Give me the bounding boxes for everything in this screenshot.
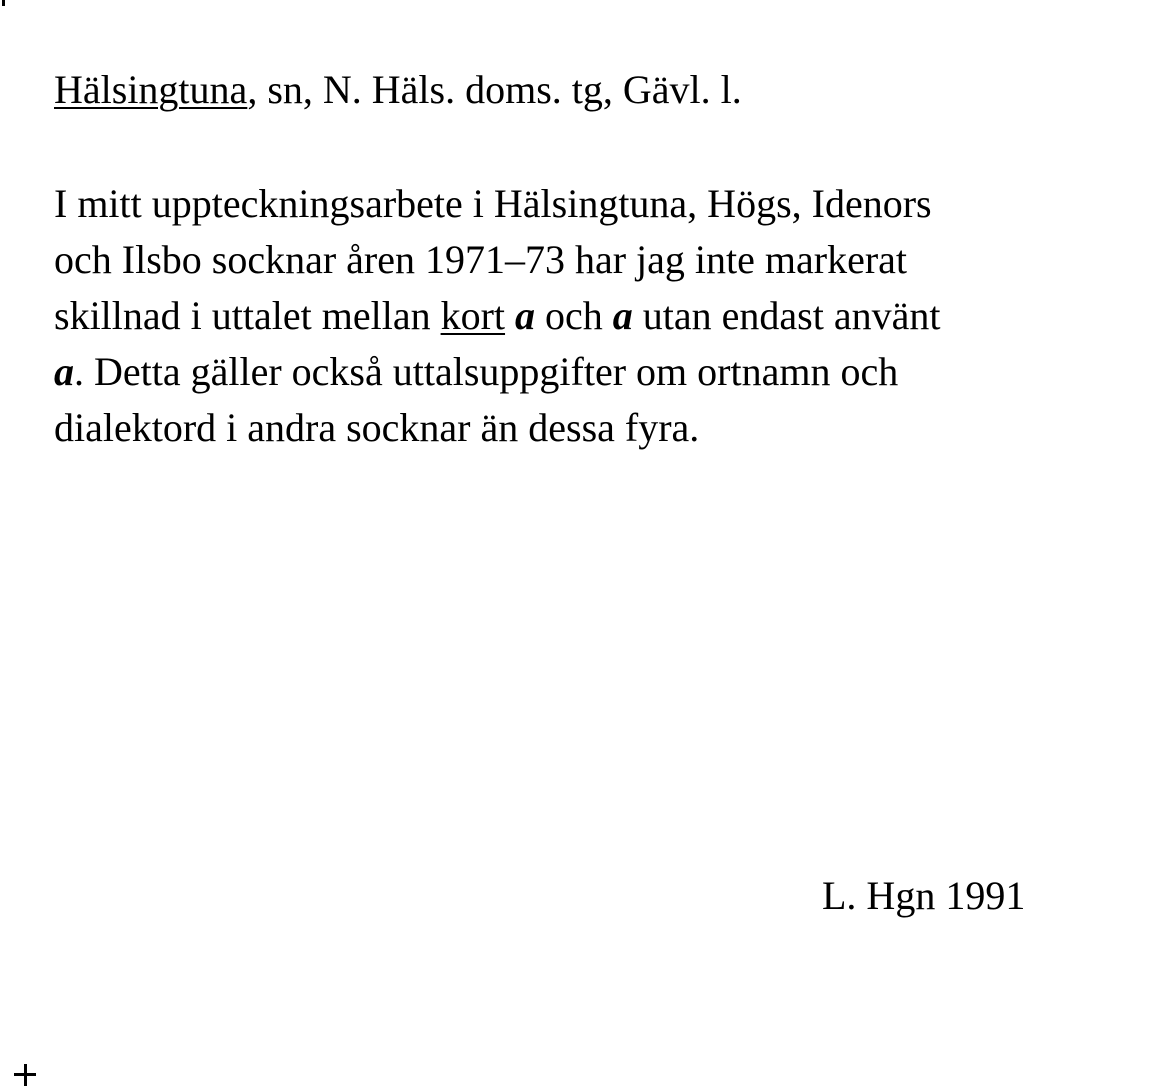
body-line-5: dialektord i andra socknar än dessa fyra. bbox=[54, 405, 700, 450]
body-line-1: I mitt uppteckningsarbete i Hälsingtuna, Högs, Idenors bbox=[54, 181, 932, 226]
kort-word: kort bbox=[440, 293, 506, 338]
card-body bbox=[54, 176, 1154, 456]
signature: L. Hgn 1991 bbox=[822, 873, 1026, 918]
place-name: Hälsingtuna bbox=[54, 67, 248, 112]
card-heading bbox=[54, 66, 742, 114]
body-line-3-start: skillnad i uttalet mellan bbox=[54, 293, 441, 338]
body-line-3 bbox=[54, 288, 1154, 344]
phonetic-a-symbol-2: a bbox=[612, 293, 633, 338]
registration-mark bbox=[14, 1060, 40, 1086]
phonetic-a-symbol-1: a bbox=[515, 293, 536, 338]
body-line-3-end: utan endast använt bbox=[632, 293, 941, 338]
scan-mark-top bbox=[2, 0, 5, 6]
place-description: , sn, N. Häls. doms. tg, Gävl. l. bbox=[247, 67, 742, 112]
body-line-4-rest: . Detta gäller också uttalsuppgifter om ortnamn och bbox=[74, 349, 899, 394]
body-line-4 bbox=[54, 344, 1154, 400]
phonetic-a-symbol-3: a bbox=[54, 349, 74, 394]
body-line-2: och Ilsbo socknar åren 1971–73 har jag inte markerat bbox=[54, 237, 908, 282]
och-word: och bbox=[535, 293, 613, 338]
